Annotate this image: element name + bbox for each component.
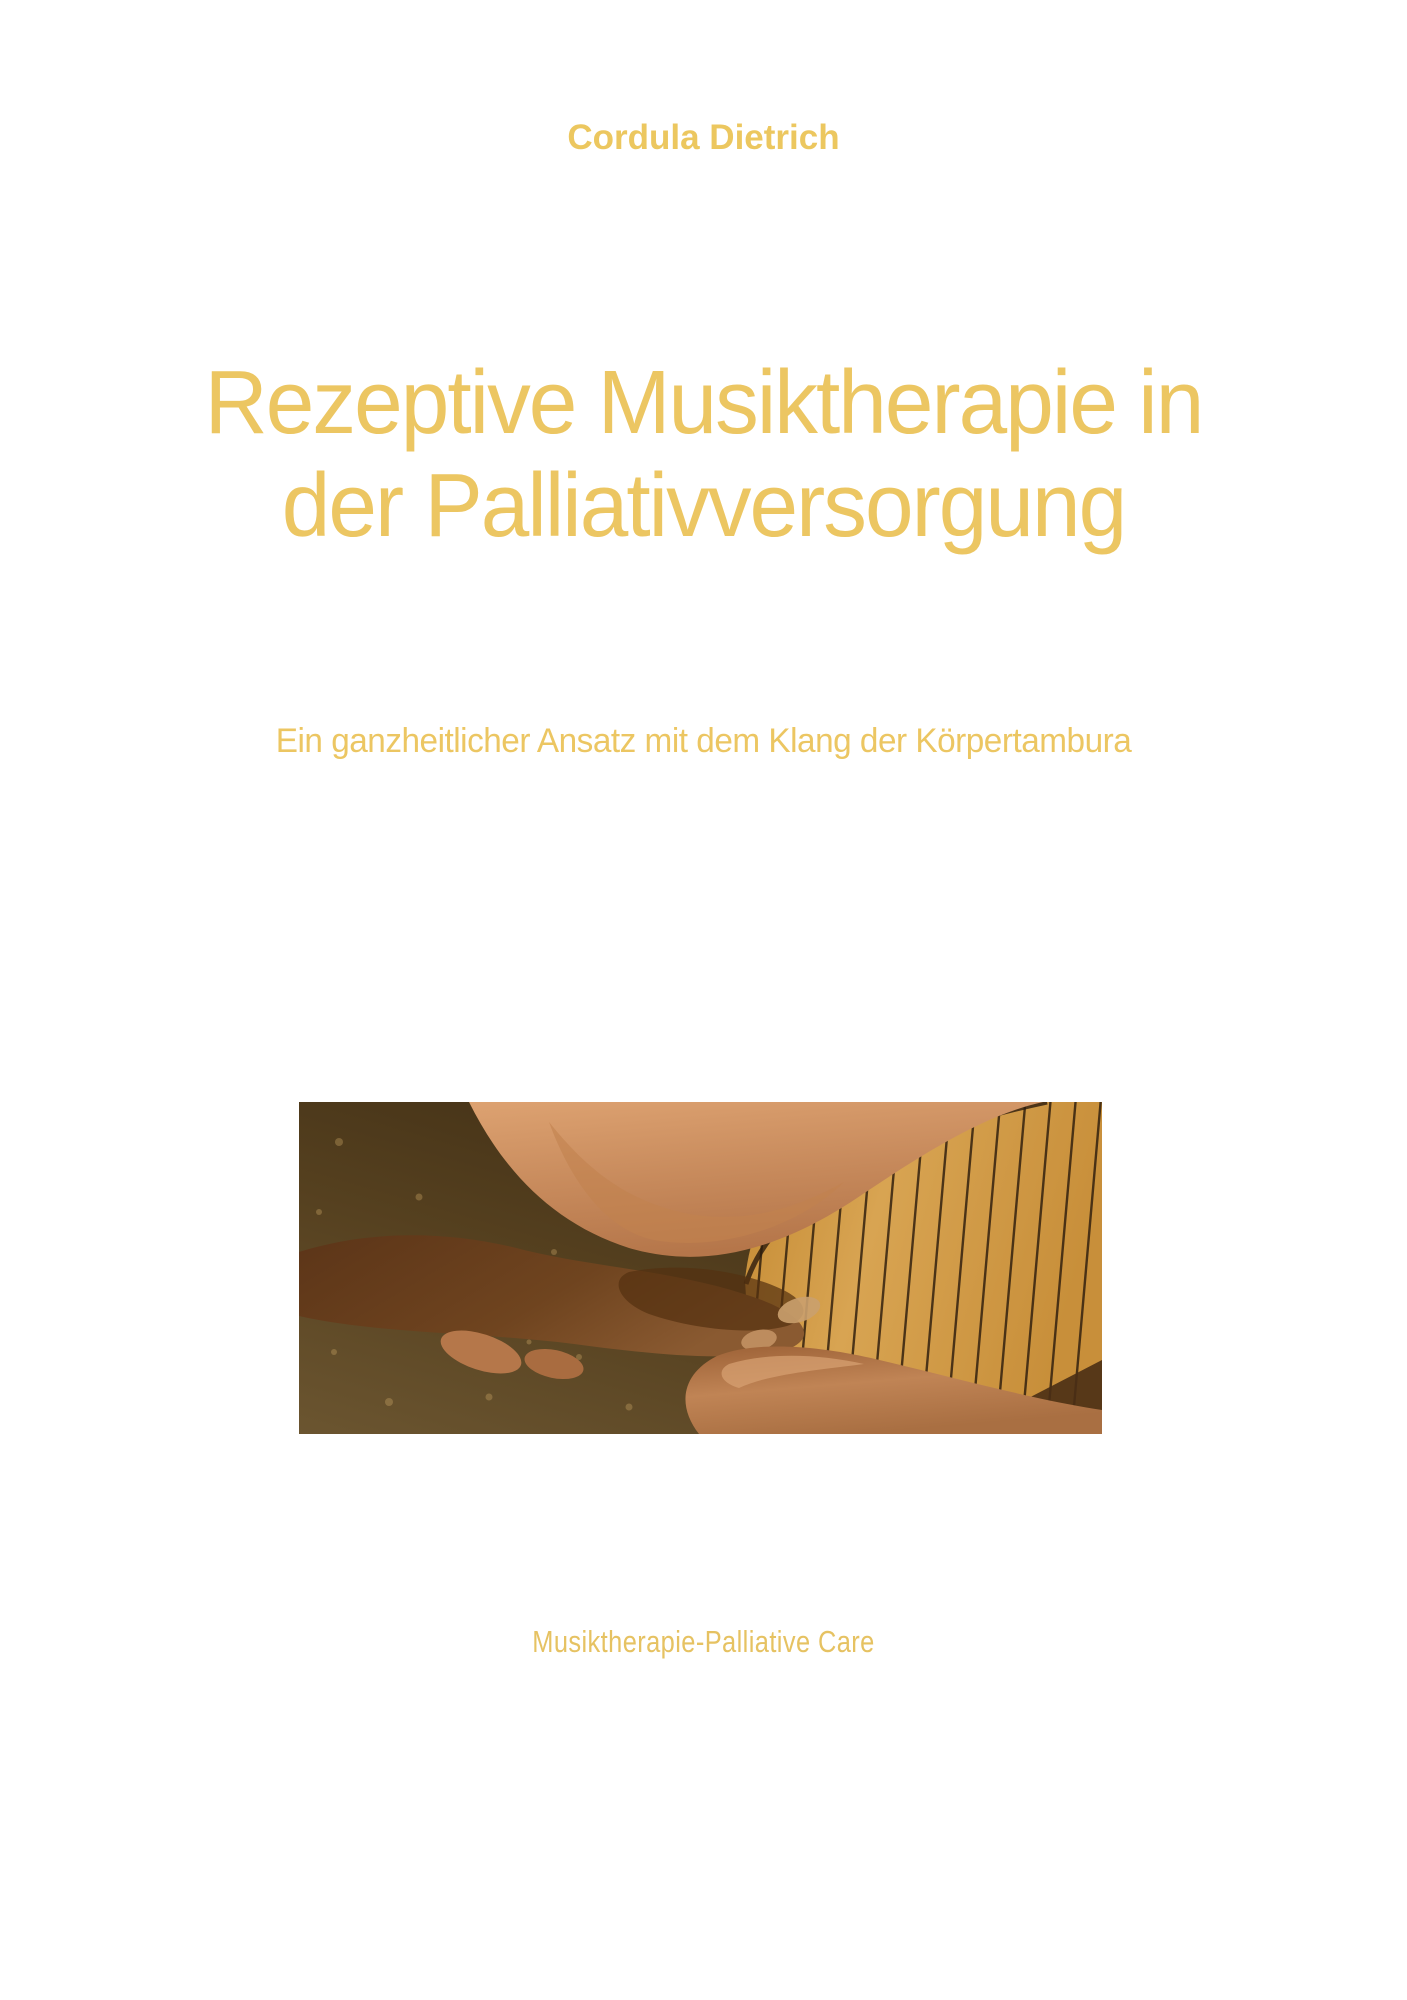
- title-line-2: der Palliativversorgung: [281, 456, 1126, 556]
- book-title: [21, 352, 1386, 558]
- author-name: Cordula Dietrich: [567, 118, 840, 157]
- title-line-1: Rezeptive Musiktherapie in: [204, 353, 1203, 453]
- publisher-imprint: Musiktherapie-Palliative Care: [532, 1624, 875, 1659]
- cover-photo-illustration: [299, 1102, 1102, 1434]
- subtitle: Ein ganzheitlicher Ansatz mit dem Klang der Körpertambura: [275, 722, 1132, 760]
- cover-photo-hands-on-koerpertambura: [299, 1102, 1102, 1434]
